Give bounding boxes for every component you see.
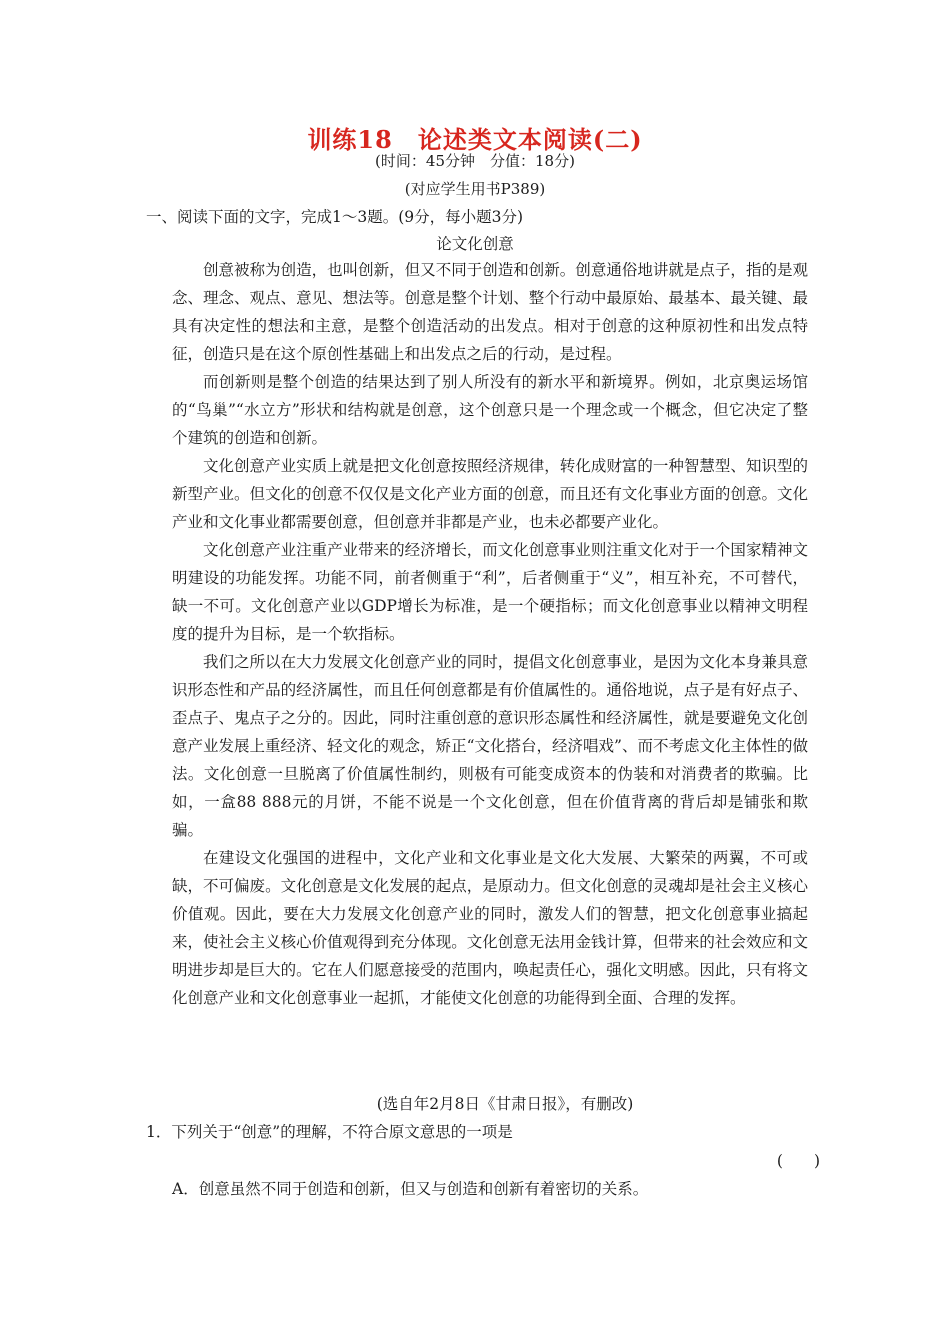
exercise-title: 训练18 论述类文本阅读(二) — [307, 125, 643, 154]
section-instruction: 一、阅读下面的文字，完成1～3题。(9分，每小题3分) — [146, 208, 524, 226]
paragraph: 文化创意产业注重产业带来的经济增长，而文化创意事业则注重文化对于一个国家精神文明建设的功能发挥。功能不同，前者侧重于“利”，后者侧重于“义”，相互补充，不可替代，缺一不可。文化创意产业以GDP增长为标准，是一个硬指标；而文化创意事业以精神文明程度的提升为目标，是一个软指标。 — [172, 541, 808, 643]
option-a: A．创意虽然不同于创造和创新，但又与创造和创新有着密切的关系。 — [172, 1180, 649, 1198]
answer-bracket: ( ) — [776, 1152, 820, 1170]
reference-line: (对应学生用书P389) — [404, 180, 546, 198]
paragraph: 在建设文化强国的进程中，文化产业和文化事业是文化大发展、大繁荣的两翼，不可或缺，不可偏废。文化创意是文化发展的起点，是原动力。但文化创意的灵魂却是社会主义核心价值观。因此，要在大力发展文化创意产业的同时，激发人们的智慧，把文化创意事业搞起来，使社会主义核心价值观得到充分体现。文化创意无法用金钱计算，但带来的社会效应和文明进步却是巨大的。它在人们愿意接受的范围内，唤起责任心，强化文明感。因此，只有将文化创意产业和文化创意事业一起抓，才能使文化创意的功能得到全面、合理的发挥。 — [172, 849, 808, 1007]
paragraph: 我们之所以在大力发展文化创意产业的同时，提倡文化创意事业，是因为文化本身兼具意识形态性和产品的经济属性，而且任何创意都是有价值属性的。通俗地说，点子是有好点子、歪点子、鬼点子之分的。因此，同时注重创意的意识形态属性和经济属性，就是要避免文化创意产业发展上重经济、轻文化的观念，矫正“文化搭台，经济唱戏”、而不考虑文化主体性的做法。文化创意一旦脱离了价值属性制约，则极有可能变成资本的伪装和对消费者的欺骗。比如，一盒88 888元的月饼，不能不说是一个文化创意，但在价值背离的背后却是铺张和欺骗。 — [172, 653, 808, 839]
article-source: (选自年2月8日《甘肃日报》，有删改) — [376, 1095, 634, 1113]
paragraph: 文化创意产业实质上就是把文化创意按照经济规律，转化成财富的一种智慧型、知识型的新型产业。但文化的创意不仅仅是文化产业方面的创意，而且还有文化事业方面的创意。文化产业和文化事业都需要创意，但创意并非都是产业，也未必都要产业化。 — [172, 457, 808, 531]
time-score-line: (时间：45分钟 分值：18分) — [375, 152, 575, 170]
paragraph: 而创新则是整个创造的结果达到了别人所没有的新水平和新境界。例如，北京奥运场馆的“鸟巢”“水立方”形状和结构就是创意，这个创意只是一个理念或一个概念，但它决定了整个建筑的创造和创新。 — [172, 373, 808, 447]
paragraph: 创意被称为创造，也叫创新，但又不同于创造和创新。创意通俗地讲就是点子，指的是观念、理念、观点、意见、想法等。创意是整个计划、整个行动中最原始、最基本、最关键、最具有决定性的想法和主意，是整个创造活动的出发点。相对于创意的这种原初性和出发点特征，创造只是在这个原创性基础上和出发点之后的行动，是过程。 — [172, 261, 808, 363]
article-body — [172, 256, 808, 1012]
article-title: 论文化创意 — [436, 235, 514, 253]
question-stem: 1．下列关于“创意”的理解，不符合原文意思的一项是 — [146, 1123, 513, 1141]
